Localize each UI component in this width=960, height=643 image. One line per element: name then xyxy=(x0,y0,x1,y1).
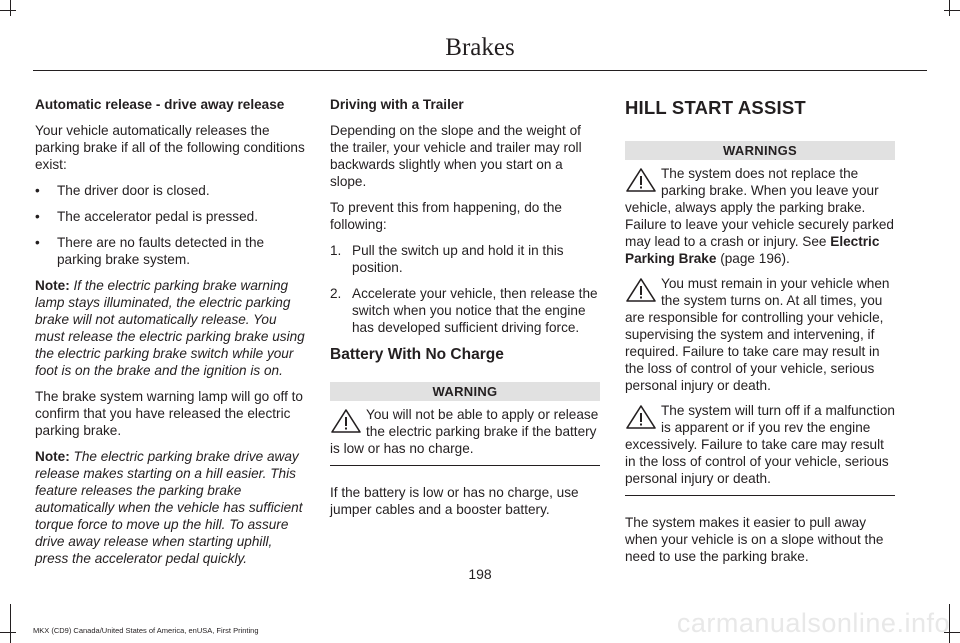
paragraph: If the battery is low or has no charge, use jumper cables and a booster battery. xyxy=(330,485,579,517)
warning-text: The system will turn off if a malfunction is apparent or if you rev the engine excessively. Failure to take care may result in the loss of control of your vehicle, serious personal injury or death. xyxy=(625,403,895,486)
list-item: 2. Accelerate your vehicle, then release the switch when you notice that the engine has developed sufficient driving force. xyxy=(330,286,598,335)
warning-triangle-icon xyxy=(625,277,657,303)
section-heading: Automatic release - drive away release xyxy=(35,97,285,112)
crop-mark xyxy=(10,0,11,16)
watermark: carmanualsonline.info xyxy=(676,608,950,638)
crop-mark xyxy=(949,0,950,16)
section-heading: Driving with a Trailer xyxy=(330,97,464,112)
cross-reference-link[interactable]: Electric Parking Brake xyxy=(625,234,880,266)
bullet-icon: • xyxy=(35,235,40,250)
warning-text: The system does not replace the parking brake. When you leave your vehicle, always apply the parking brake. Failure to leave your vehicle securely parked may lead to a crash or injury. See Electric Parking Brake (page 196). xyxy=(625,166,894,266)
list-item: • The accelerator pedal is pressed. xyxy=(35,209,258,224)
paragraph: Depending on the slope and the weight of the trailer, your vehicle and trailer may roll backwards slightly when you start on a slope. xyxy=(330,123,582,189)
warning-divider xyxy=(625,495,895,496)
warning-triangle-icon xyxy=(330,408,362,434)
paragraph: To prevent this from happening, do the following: xyxy=(330,200,562,232)
list-item: • There are no faults detected in the parking brake system. xyxy=(35,235,265,267)
list-item: • The driver door is closed. xyxy=(35,183,210,198)
bullet-icon: • xyxy=(35,183,40,198)
list-item: 1. Pull the switch up and hold it in this position. xyxy=(330,243,564,275)
note: Note: If the electric parking brake warning lamp stays illuminated, the electric parking brake will not automatically release. You must release the electric parking brake using the electric parking brake switch while your foot is on the brake and the ignition is on. xyxy=(35,278,305,378)
column-left xyxy=(35,96,305,576)
page-title: Brakes xyxy=(445,34,515,61)
condition-list xyxy=(35,182,305,268)
crop-mark xyxy=(10,604,11,643)
warning-text: You must remain in your vehicle when the system turns on. At all times, you are responsible for controlling your vehicle, supervising the system and intervening, if required. Failure to take care may result in the loss of control of your vehicle, serious personal injury or death. xyxy=(625,276,890,393)
column-right xyxy=(625,96,895,574)
note: Note: The electric parking brake drive away release makes starting on a hill easier. This feature releases the parking brake automatically when the vehicle has sufficient torque force to move up the hill. To assure drive away release when starting uphill, press the accelerator pedal quickly. xyxy=(35,449,303,566)
warnings-header: WARNINGS xyxy=(625,141,895,160)
section-heading: Battery With No Charge xyxy=(330,346,504,363)
paragraph: The brake system warning lamp will go off to confirm that you have released the electric parking brake. xyxy=(35,389,303,438)
paragraph: The system makes it easier to pull away when your vehicle is on a slope without the need to use the parking brake. xyxy=(625,515,884,564)
warning-triangle-icon xyxy=(625,404,657,430)
warning-text: You will not be able to apply or release the electric parking brake if the battery is low or has no charge. xyxy=(330,407,599,456)
warning-divider xyxy=(330,465,600,466)
section-heading: HILL START ASSIST xyxy=(625,97,806,118)
step-list xyxy=(330,242,600,336)
column-middle xyxy=(330,96,600,527)
header-divider xyxy=(33,70,927,71)
paragraph: Your vehicle automatically releases the parking brake if all of the following conditions exist: xyxy=(35,123,305,172)
bullet-icon: • xyxy=(35,209,40,224)
crop-mark xyxy=(0,632,16,633)
footer-imprint: MKX (CD9) Canada/United States of America, enUSA, First Printing xyxy=(33,626,259,635)
warning-triangle-icon xyxy=(625,167,657,193)
crop-mark xyxy=(0,10,16,11)
crop-mark xyxy=(944,10,960,11)
page-number: 198 xyxy=(468,566,492,582)
warning-header: WARNING xyxy=(330,382,600,401)
